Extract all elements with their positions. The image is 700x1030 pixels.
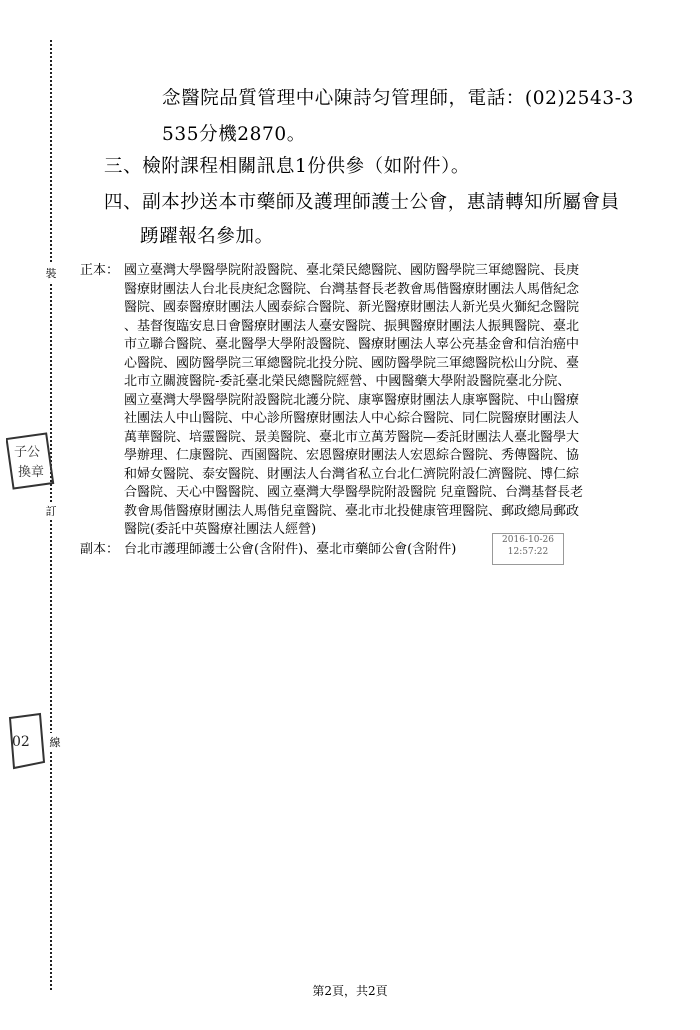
seal-stamp-small <box>6 712 46 770</box>
svg-text:換章: 換章 <box>18 465 45 480</box>
main-recipients-text: 國立臺灣大學醫學院附設醫院、臺北榮民總醫院、國防醫學院三軍總醫院、長庚 醫療財團法人台北長庚紀念醫院、台灣基督長老教會馬偕醫療財團法人馬偕紀念 醫院、國泰醫療財團法人國泰綜合醫院、新光醫療財團法人新光吳火獅紀念醫院 、基督復臨安息日會醫療財團法人臺安醫院、振興醫療財團法人振興醫院、臺北 市立聯合醫院、臺北醫學大學附設醫院、醫療財團法人辜公亮基金會和信治癌中 心醫院、國防醫學院三軍總醫院北投分院、國防醫學院三軍總醫院松山分院、臺 北市立關渡醫院-委託臺北榮民總醫院經營、中國醫藥大學附設醫院臺北分院、 國立臺灣大學醫學院附設醫院北護分院、康寧醫療財團法人康寧醫院、中山醫療 社團法人中山醫院、中心診所醫療財團法人中心綜合醫院、同仁院醫療財團法人 萬華醫院、培靈醫院、景美醫院、臺北市立萬芳醫院—委託財團法人臺北醫學大 學辦理、仁康醫院、西園醫院、宏恩醫療財團法人宏恩綜合醫院、秀傳醫院、協 和婦女醫院、泰安醫院、財團法人台灣省私立台北仁濟院附設仁濟醫院、博仁綜 合醫院、天心中醫醫院、國立臺灣大學醫學院附設醫院 兒童醫院、台灣基督長老 教會馬偕醫療財團法人馬偕兒童醫院、臺北市北投健康管理醫院、郵政總局郵政 醫院(委託中英醫療社團法人經營) <box>124 263 584 537</box>
svg-text:02: 02 <box>12 734 30 750</box>
item-four-line1: 四、副本抄送本市藥師及護理師護士公會，惠請轉知所屬會員 <box>104 192 620 213</box>
binding-label-middle: 訂 <box>44 502 58 520</box>
cc-label: 副本： <box>80 542 120 557</box>
seal-stamp <box>6 432 56 492</box>
page-footer: 第2頁，共2頁 <box>312 984 388 998</box>
cc-text: 台北市護理師護士公會(含附件)、臺北市藥師公會(含附件) <box>124 542 457 557</box>
main-recipients-label: 正本： <box>80 263 120 278</box>
body-line-2: 535分機2870。 <box>162 124 306 145</box>
item-three: 三、檢附課程相關訊息1份供參（如附件）。 <box>104 156 471 177</box>
binding-label-top: 裝 <box>44 264 58 282</box>
binding-label-bottom: 線 <box>48 733 62 751</box>
cc-recipients <box>80 538 456 557</box>
date-stamp-date: 2016-10-26 <box>502 535 554 545</box>
date-stamp-time: 12:57:22 <box>507 547 549 557</box>
date-stamp <box>492 533 564 565</box>
svg-text:子公: 子公 <box>14 445 41 460</box>
item-four-line2: 踴躍報名參加。 <box>140 226 274 247</box>
body-line-1: 念醫院品質管理中心陳詩匀管理師，電話：(02)2543-3 <box>162 88 634 109</box>
main-recipients <box>80 262 624 540</box>
